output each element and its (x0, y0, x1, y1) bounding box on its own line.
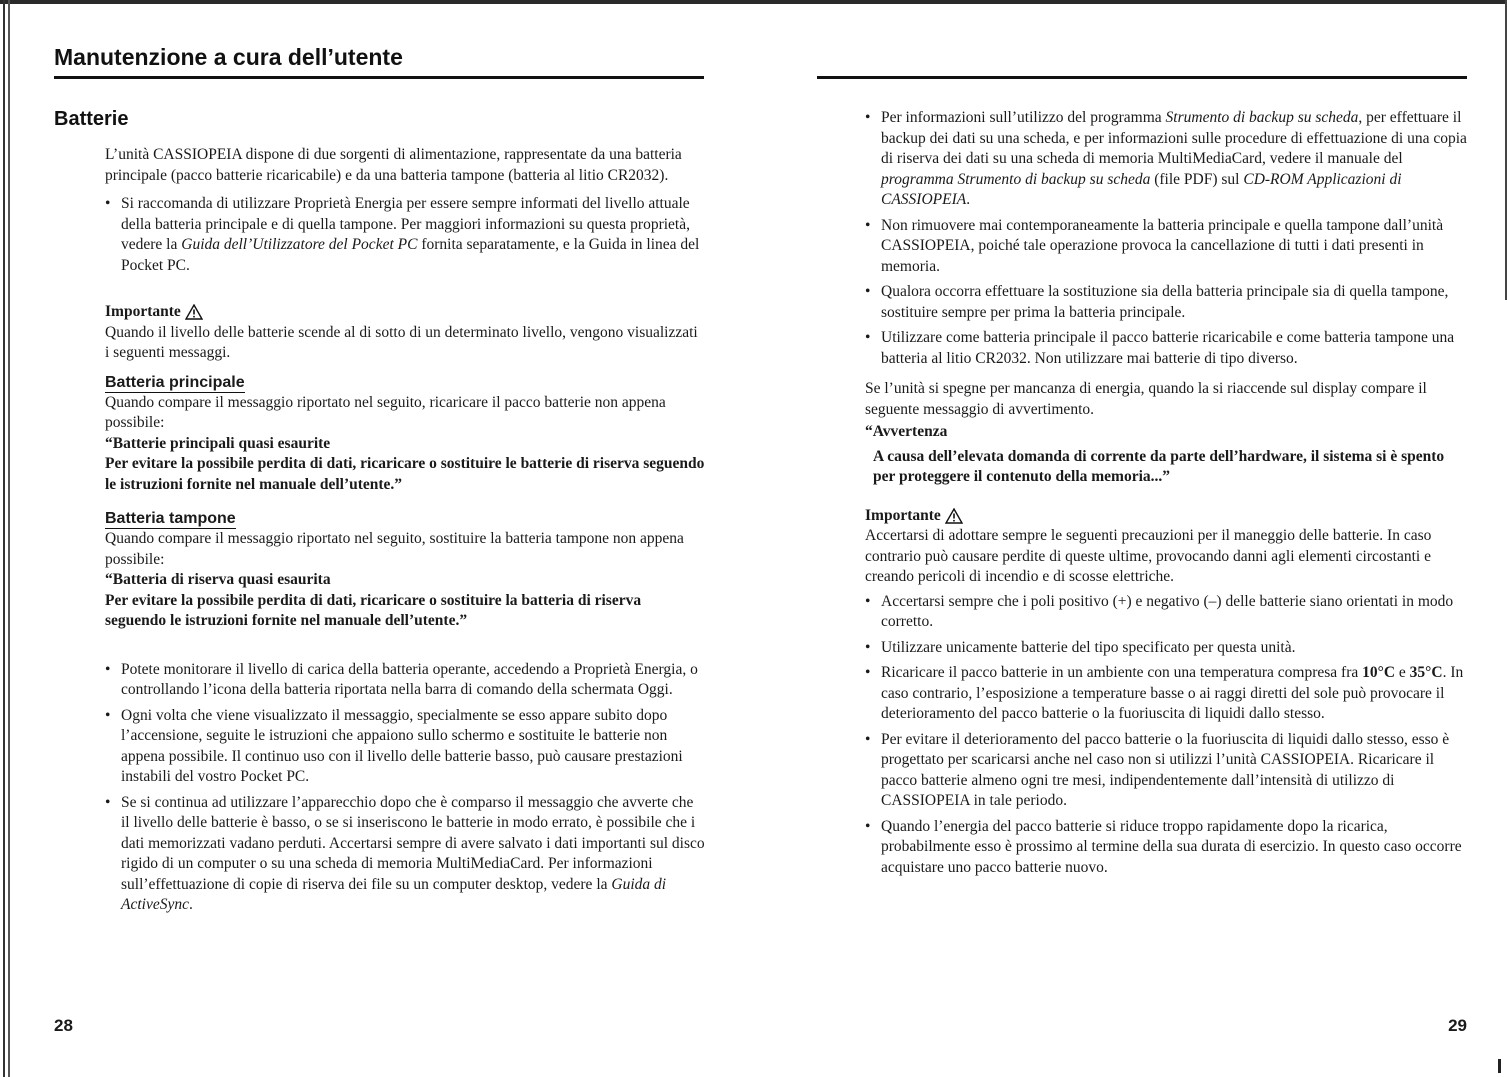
important-text: Quando il livello delle batterie scende al di sotto di un determinato livello, vengono visualizzati i seguenti messaggi. (105, 323, 698, 361)
text-run: fornita separatamente, e la Guida in linea del Pocket PC. (121, 236, 700, 274)
shutdown-text: Se l’unità si spegne per mancanza di energia, quando la si riaccende sul display compare il seguente messaggio di avvertimento. (865, 380, 1427, 418)
list-item: • Qualora occorra effettuare la sostituzione sia della batteria principale sia di quella tampone, sostituire sempre per prima la batteria principale. (865, 282, 1469, 323)
list-item (865, 663, 1469, 725)
section-title: Batterie (54, 108, 129, 130)
list-item (105, 793, 705, 916)
important-label: Importante (865, 506, 941, 524)
warning-message-body: A causa dell’elevata domanda di corrente da parte dell’hardware, il sistema si è spento per proteggere il contenuto della memoria...” (873, 447, 1445, 485)
right-body (865, 108, 1469, 878)
guide-title: Guida di ActiveSync (121, 875, 667, 913)
scan-binding-line (8, 0, 10, 1077)
main-battery-text: Quando compare il messaggio riportato nel seguito, ricaricare il pacco batterie non appena possibile: (105, 393, 666, 431)
text-run: Per informazioni sull’utilizzo del programma (881, 109, 1166, 126)
list-item: • Utilizzare unicamente batterie del tipo specificato per questa unità. (865, 638, 1469, 659)
list-item: • Quando l’energia del pacco batterie si riduce troppo rapidamente dopo la ricarica, probabilmente esso è prossimo al termine della sua durata di esercizio. In questo caso occorre acquistare uno pacco batterie nuovo. (865, 817, 1469, 879)
backup-battery-message-body: Per evitare la possibile perdita di dati, ricaricare o sostituire la batteria di riserva seguendo le istruzioni fornite nel manuale dell’utente.” (105, 591, 642, 629)
program-name: Strumento di backup su scheda (1165, 109, 1359, 126)
main-battery-message-title: “Batterie principali quasi esaurite (105, 434, 331, 452)
title-rule (54, 76, 704, 79)
scan-mark (1498, 1059, 1501, 1073)
list-item: • Non rimuovere mai contemporaneamente la batteria principale e quella tampone dall’unità CASSIOPEIA, poiché tale operazione provoca la cancellazione di tutti i dati presenti in memoria. (865, 216, 1469, 278)
manual-name: programma Strumento di backup su scheda (881, 170, 1151, 188)
warning-message-title: “Avvertenza (865, 423, 948, 440)
list-item: • Accertarsi sempre che i poli positivo (+) e negativo (–) delle batterie siano orientati in modo corretto. (865, 592, 1469, 633)
warning-triangle-icon (945, 508, 963, 524)
subsection-title-main-battery: Batteria principale (105, 373, 245, 391)
list-item: • Utilizzare come batteria principale il pacco batterie ricaricabile e come batteria tampone una batteria al litio CR2032. Non utilizzare mai batterie di tipo diverso. (865, 328, 1469, 369)
text-run: Si raccomanda di utilizzare Proprietà Energia per essere sempre informati del livello attuale della batteria principale e di quella tampone. Per maggiori informazioni su questa proprietà, vedere la (121, 195, 690, 253)
list-item: • Ogni volta che viene visualizzato il messaggio, specialmente se esso appare subito dopo l’accensione, seguite le istruzioni che appaiono sullo schermo e sostituite le batterie non appena possibile. Il continuo uso con il livello delle batterie basso, può causare prestazioni instabili del vostro Pocket PC. (105, 706, 705, 788)
scan-binding-line (3, 0, 5, 1077)
text-run: . (188, 896, 193, 913)
left-body (105, 145, 705, 916)
intro-paragraph: L’unità CASSIOPEIA dispone di due sorgenti di alimentazione, rappresentate da una batteria principale (pacco batterie ricaricabile) e da una batteria tampone (batteria al litio CR2032). (105, 146, 682, 184)
text-run: e (1395, 664, 1410, 681)
text-run: , per effettuare il backup dei dati su una scheda, e per informazioni sulle procedure di effettuazione di una copia di riserva dei dati su una scheda di memoria MultiMediaCard, vedere il manuale del (881, 109, 1467, 167)
text-run: Ricaricare il pacco batterie in un ambiente con una temperatura compresa fra (881, 664, 1363, 681)
important-heading (865, 506, 1469, 527)
important-label: Importante (105, 303, 181, 320)
important-heading (105, 302, 705, 323)
temperature-max: 35°C (1409, 664, 1443, 681)
bullet-list (865, 108, 1469, 369)
list-item: • Per evitare il deterioramento del pacco batterie o la fuoriuscita di liquidi dallo stesso, esso è progettato per scaricarsi anche nel caso non si utilizzi l’unità CASSIOPEIA. Ricaricare il pacco batterie almeno ogni tre mesi, indipendentemente dall’intensità di utilizzo di CASSIOPEIA in tale periodo. (865, 730, 1469, 812)
page-number: 29 (1448, 1016, 1467, 1035)
guide-title: Guida dell’Utilizzatore del Pocket PC (181, 236, 418, 253)
list-item: • Potete monitorare il livello di carica della batteria operante, accedendo a Proprietà Energia, o controllando l’icona della batteria riportata nella barra di comando della schermata Oggi. (105, 660, 705, 701)
text-run: . (966, 191, 971, 208)
right-page (817, 0, 1467, 1077)
backup-battery-message-title: “Batteria di riserva quasi esaurita (105, 571, 331, 588)
text-run: (file PDF) sul (1150, 170, 1244, 188)
bullet-list (865, 592, 1469, 879)
list-item (105, 194, 705, 276)
important-text: Accertarsi di adottare sempre le seguenti precauzioni per il maneggio delle batterie. In caso contrario può causare perdite di queste ultime, provocando danni agli elementi circostanti e creando pericoli di incendio e di scosse elettriche. (865, 527, 1432, 585)
title-rule (817, 76, 1467, 79)
left-page (54, 0, 704, 1077)
bullet-list (105, 194, 705, 276)
list-item (865, 108, 1469, 211)
page-title: Manutenzione a cura dell’utente (54, 44, 403, 70)
backup-battery-text: Quando compare il messaggio riportato nel seguito, sostituire la batteria tampone non appena possibile: (105, 530, 684, 568)
text-run: . In caso contrario, l’esposizione a temperature basse o ai raggi diretti del sole può provocare il deterioramento del pacco batterie o la fuoriuscita di liquidi dallo stesso. (881, 664, 1464, 722)
text-run: Se si continua ad utilizzare l’apparecchio dopo che è comparso il messaggio che avverte che il livello delle batterie è basso, o se si inseriscono le batterie in modo errato, è possibile che i dati memorizzati vadano perduti. Accertarsi sempre di avere salvato i dati importanti sul disco rigido di un computer o su una scheda di memoria MultiMediaCard. Per informazioni sull’effettuazione di copie di riserva dei file su un computer desktop, vedere la (121, 793, 705, 893)
temperature-min: 10°C (1362, 664, 1396, 681)
cdrom-name: CD-ROM Applicazioni di CASSIOPEIA (881, 170, 1402, 208)
page-number: 28 (54, 1016, 73, 1035)
bullet-list (105, 660, 705, 916)
warning-triangle-icon (185, 304, 203, 320)
main-battery-message-body: Per evitare la possibile perdita di dati, ricaricare o sostituire le batterie di riserva seguendo le istruzioni fornite nel manuale dell’utente.” (105, 455, 705, 493)
subsection-title-backup-battery: Batteria tampone (105, 510, 236, 527)
